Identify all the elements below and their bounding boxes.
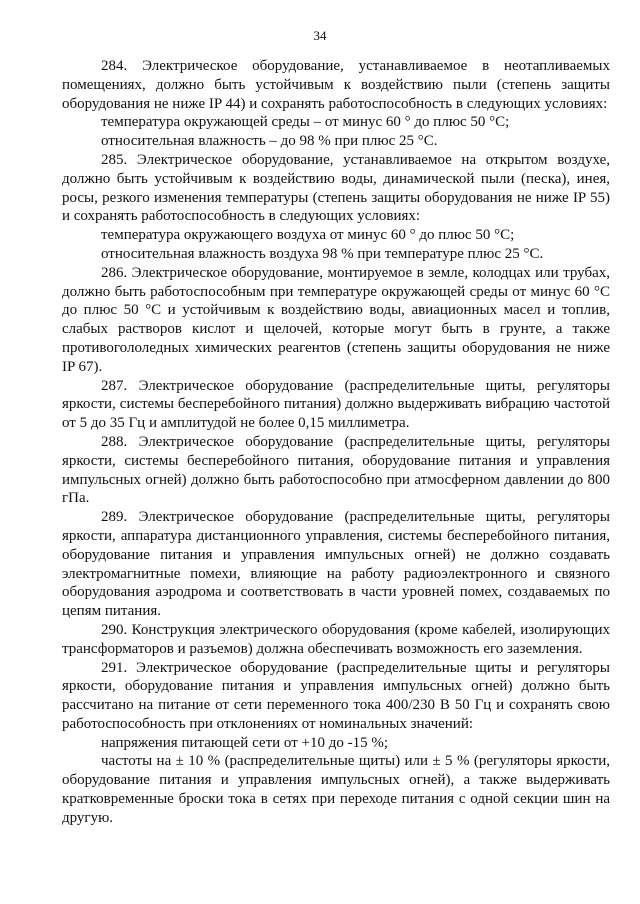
condition-line: температура окружающей среды – от минус 60 ° до плюс 50 °С;: [101, 114, 510, 131]
page-number: 34: [313, 28, 327, 43]
condition-line: частоты на ± 10 % (распределительные щиты) или ± 5 % (регуляторы яркости, оборудование питания и управления импульсных огней), а также выдерживать кратковременные броски тока в сетях при переходе питания с одной секции шин на другую.: [62, 753, 610, 826]
numbered-paragraph: 284. Электрическое оборудование, устанавливаемое в неотапливаемых помещениях, должно быть устойчивым к воздействию пыли (степень защиты оборудования не ниже IP 44) и сохранять работоспособность в следующих условиях:: [62, 58, 610, 112]
numbered-paragraph: 286. Электрическое оборудование, монтируемое в земле, колодцах или трубах, должно быть работоспособным при температуре окружающей среды от минус 60 °С до плюс 50 °С и устойчивым к воздействию воды, авиационных масел и топлив, слабых растворов кислот и щелочей, которые могут быть в грунте, а также противогололедных химических реагентов (степень защиты оборудования не ниже IP 67).: [62, 264, 610, 375]
numbered-paragraph: 287. Электрическое оборудование (распределительные щиты, регуляторы яркости, системы бесперебойного питания) должно выдерживать вибрацию частотой от 5 до 35 Гц и амплитудой не более 0,15 миллиметра.: [62, 377, 610, 432]
condition-line: температура окружающего воздуха от минус 60 ° до плюс 50 °С;: [101, 227, 515, 244]
condition-line: напряжения питающей сети от +10 до -15 %;: [101, 734, 389, 751]
document-body: [62, 57, 610, 828]
numbered-paragraph: 288. Электрическое оборудование (распределительные щиты, регуляторы яркости, системы бесперебойного питания, оборудование питания и управления импульсных огней) должно быть работоспособно при атмосферном давлении до 800 гПа.: [62, 433, 610, 507]
condition-line: относительная влажность воздуха 98 % при температуре плюс 25 °С.: [101, 245, 544, 262]
numbered-paragraph: 291. Электрическое оборудование (распределительные щиты и регуляторы яркости, оборудование питания и управления импульсных огней) должно быть рассчитано на питание от сети переменного тока 400/230 В 50 Гц и сохранять свою работоспособность при отклонениях от номинальных значений:: [62, 659, 610, 732]
condition-line: относительная влажность – до 98 % при плюс 25 °С.: [101, 133, 438, 150]
numbered-paragraph: 289. Электрическое оборудование (распределительные щиты, регуляторы яркости, аппаратура дистанционного управления, системы бесперебойного питания, оборудование питания и управления импульсных огней) не должно создавать электромагнитные помехи, влияющие на работу радиоэлектронного и связного оборудования аэродрома и соответствовать в части уровней помех, создаваемых по цепям питания.: [62, 509, 610, 620]
numbered-paragraph: 290. Конструкция электрического оборудования (кроме кабелей, изолирующих трансформаторов и разъемов) должна обеспечивать возможность его заземления.: [62, 621, 610, 657]
numbered-paragraph: 285. Электрическое оборудование, устанавливаемое на открытом воздухе, должно быть устойчивым к воздействию воды, динамической пыли (песка), инея, росы, резкого изменения температуры (степень защиты оборудования не ниже IP 55) и сохранять работоспособность в следующих условиях:: [62, 151, 610, 225]
